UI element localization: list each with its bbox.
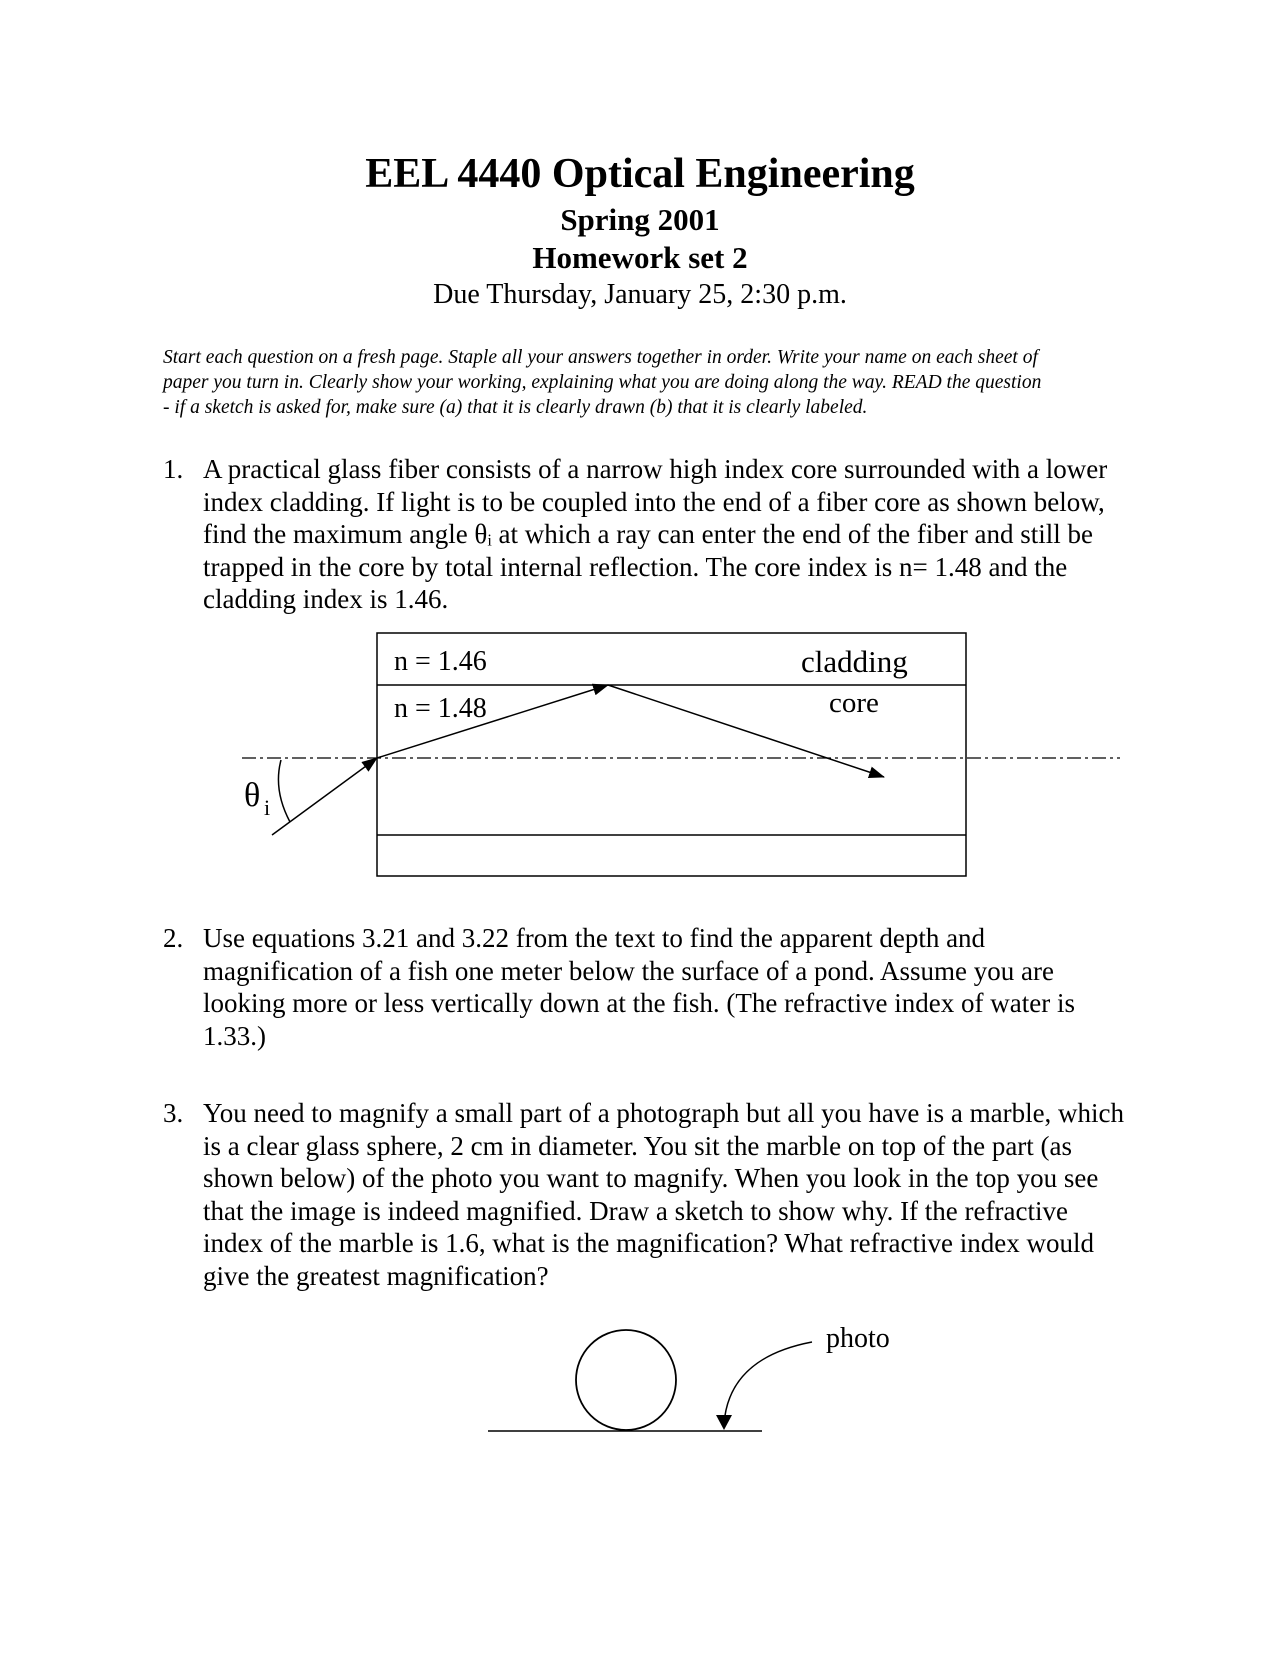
- question-line: magnification of a fish one meter below the surface of a pond. Assume you are: [203, 955, 1054, 986]
- angle-symbol: θ: [244, 777, 261, 814]
- cladding-label: cladding: [801, 644, 908, 679]
- question-line: give the greatest magnification?: [203, 1260, 549, 1291]
- instructions-line: paper you turn in. Clearly show your working, explaining what you are doing along the way. READ the question: [163, 372, 1042, 393]
- photo-label: photo: [826, 1323, 890, 1354]
- question-number: 2.: [163, 923, 184, 953]
- term-subtitle: Spring 2001: [560, 202, 720, 237]
- photo-arrowhead: [716, 1415, 732, 1430]
- marble-circle: [576, 1330, 676, 1430]
- question-line: Use equations 3.21 and 3.22 from the text to find the apparent depth and: [203, 923, 986, 953]
- question-line: A practical glass fiber consists of a narrow high index core surrounded with a lower: [203, 454, 1108, 484]
- question-line: looking more or less vertically down at the fish. (The refractive index of water is: [203, 988, 1075, 1018]
- homework-subtitle: Homework set 2: [532, 240, 748, 275]
- question-number: 1.: [163, 454, 184, 484]
- core-label: core: [829, 687, 879, 719]
- question-line: is a clear glass sphere, 2 cm in diameter. You sit the marble on top of the part (as: [203, 1130, 1073, 1161]
- angle-subscript: i: [264, 795, 271, 820]
- question-line: that the image is indeed magnified. Draw a sketch to show why. If the refractive: [203, 1195, 1068, 1226]
- instructions-line: - if a sketch is asked for, make sure (a) that it is clearly drawn (b) that it is clearly labeled.: [163, 397, 868, 418]
- core-index-label: n = 1.48: [394, 693, 487, 724]
- instructions-line: Start each question on a fresh page. Staple all your answers together in order. Write your name on each sheet of: [163, 347, 1038, 368]
- question-line: find the maximum angle θᵢ at which a ray can enter the end of the fiber and still be: [203, 519, 1094, 549]
- question-line: cladding index is 1.46.: [203, 584, 449, 614]
- cladding-index-label: n = 1.46: [394, 646, 487, 677]
- due-date: Due Thursday, January 25, 2:30 p.m.: [433, 279, 847, 310]
- page-title: EEL 4440 Optical Engineering: [365, 151, 915, 197]
- question-line: index of the marble is 1.6, what is the magnification? What refractive index would: [203, 1228, 1094, 1258]
- question-line: You need to magnify a small part of a photograph but all you have is a marble, which: [203, 1098, 1125, 1128]
- question-line: shown below) of the photo you want to magnify. When you look in the top you see: [203, 1163, 1099, 1193]
- photo-pointer-arrow: [724, 1342, 812, 1424]
- question-line: 1.33.): [203, 1020, 266, 1051]
- question-line: trapped in the core by total internal reflection. The core index is n= 1.48 and the: [203, 551, 1068, 582]
- question-line: index cladding. If light is to be coupled into the end of a fiber core as shown below,: [203, 486, 1105, 517]
- question-number: 3.: [163, 1098, 184, 1128]
